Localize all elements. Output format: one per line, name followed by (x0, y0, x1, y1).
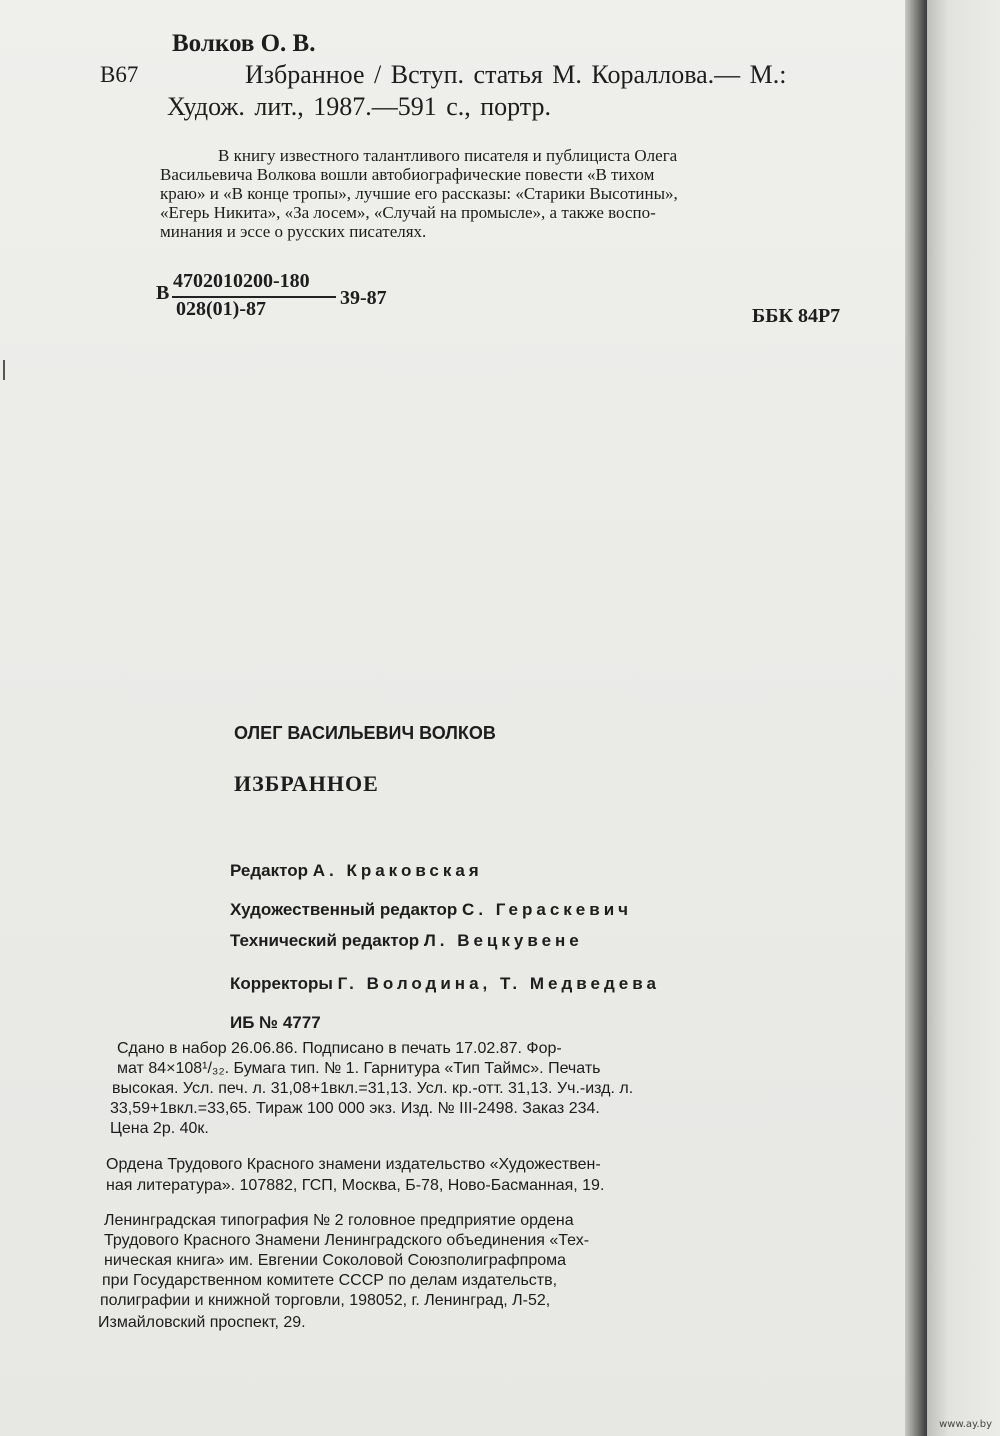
staff-name: Л. Вецкувене (423, 931, 583, 950)
staff-name: С. Гераскевич (462, 900, 633, 919)
printer-line: Ленинградская типография № 2 головное предприятие ордена (104, 1212, 574, 1229)
printer-line: ническая книга» им. Евгении Соколовой Союзполиграфпрома (104, 1252, 567, 1269)
staff-role: Технический редактор (230, 931, 420, 950)
page-edge-mark (3, 360, 5, 380)
annotation-line: Васильевича Волкова вошли автобиографические повести «В тихом (160, 165, 655, 184)
catalog-title-line-2: Худож. лит., 1987.—591 с., портр. (167, 92, 551, 121)
staff-role: Художественный редактор (230, 900, 458, 919)
author-full-name: ОЛЕГ ВАСИЛЬЕВИЧ ВОЛКОВ (234, 723, 496, 743)
staff-editor (230, 861, 483, 881)
catalog-title-line-1: Избранное / Вступ. статья М. Кораллова.— М.: (245, 60, 787, 89)
annotation-line: «Егерь Никита», «За лосем», «Случай на промысле», а также воспо- (160, 203, 656, 222)
book-gutter (905, 0, 927, 1436)
print-details-line: Цена 2р. 40к. (110, 1120, 209, 1137)
catalog-code: В67 (100, 62, 139, 87)
staff-name: А. Краковская (312, 861, 483, 880)
annotation-line: краю» и «В конце тропы», лучшие его рассказы: «Старики Высотины», (160, 184, 678, 203)
print-details-line: Сдано в набор 26.06.86. Подписано в печать 17.02.87. Фор- (117, 1040, 562, 1057)
bbk-code: ББК 84Р7 (752, 305, 841, 327)
catalog-author-heading: Волков О. В. (172, 30, 316, 57)
index-denominator: 028(01)-87 (176, 298, 266, 320)
print-details-line: 33,59+1вкл.=33,65. Тираж 100 000 экз. Изд. № III-2498. Заказ 234. (110, 1100, 600, 1117)
staff-art-editor (230, 900, 632, 920)
index-suffix: 39-87 (340, 287, 387, 309)
publisher-line: ная литература». 107882, ГСП, Москва, Б-78, Ново-Басманная, 19. (106, 1177, 605, 1194)
print-details-line: мат 84×108¹/₃₂. Бумага тип. № 1. Гарнитура «Тип Таймс». Печать (117, 1060, 601, 1077)
ib-number: ИБ № 4777 (230, 1013, 321, 1032)
annotation-line: В книгу известного талантливого писателя и публициста Олега (218, 146, 678, 165)
printer-line: Трудового Красного Знамени Ленинградского объединения «Тех- (104, 1232, 590, 1249)
print-details-line: высокая. Усл. печ. л. 31,08+1вкл.=31,13. Усл. кр.-отт. 31,13. Уч.-изд. л. (112, 1080, 634, 1097)
staff-role: Корректоры (230, 974, 333, 993)
facing-page-edge (927, 0, 1000, 1436)
staff-proofreaders (230, 974, 660, 994)
printer-line: полиграфии и книжной торговли, 198052, г. Ленинград, Л-52, (100, 1292, 551, 1309)
watermark: www.ay.by (939, 1419, 992, 1430)
printer-line: Измайловский проспект, 29. (98, 1314, 306, 1331)
publisher-line: Ордена Трудового Красного знамени издательство «Художествен- (106, 1156, 601, 1173)
index-letter: В (156, 282, 170, 304)
annotation-line: минания и эссе о русских писателях. (160, 222, 427, 241)
staff-tech-editor (230, 931, 583, 951)
printer-line: при Государственном комитете СССР по делам издательств, (102, 1272, 558, 1289)
staff-name: Г. Володина, Т. Медведева (337, 974, 660, 993)
staff-role: Редактор (230, 861, 308, 880)
book-title: ИЗБРАННОЕ (234, 771, 379, 796)
index-numerator: 4702010200-180 (173, 270, 310, 292)
